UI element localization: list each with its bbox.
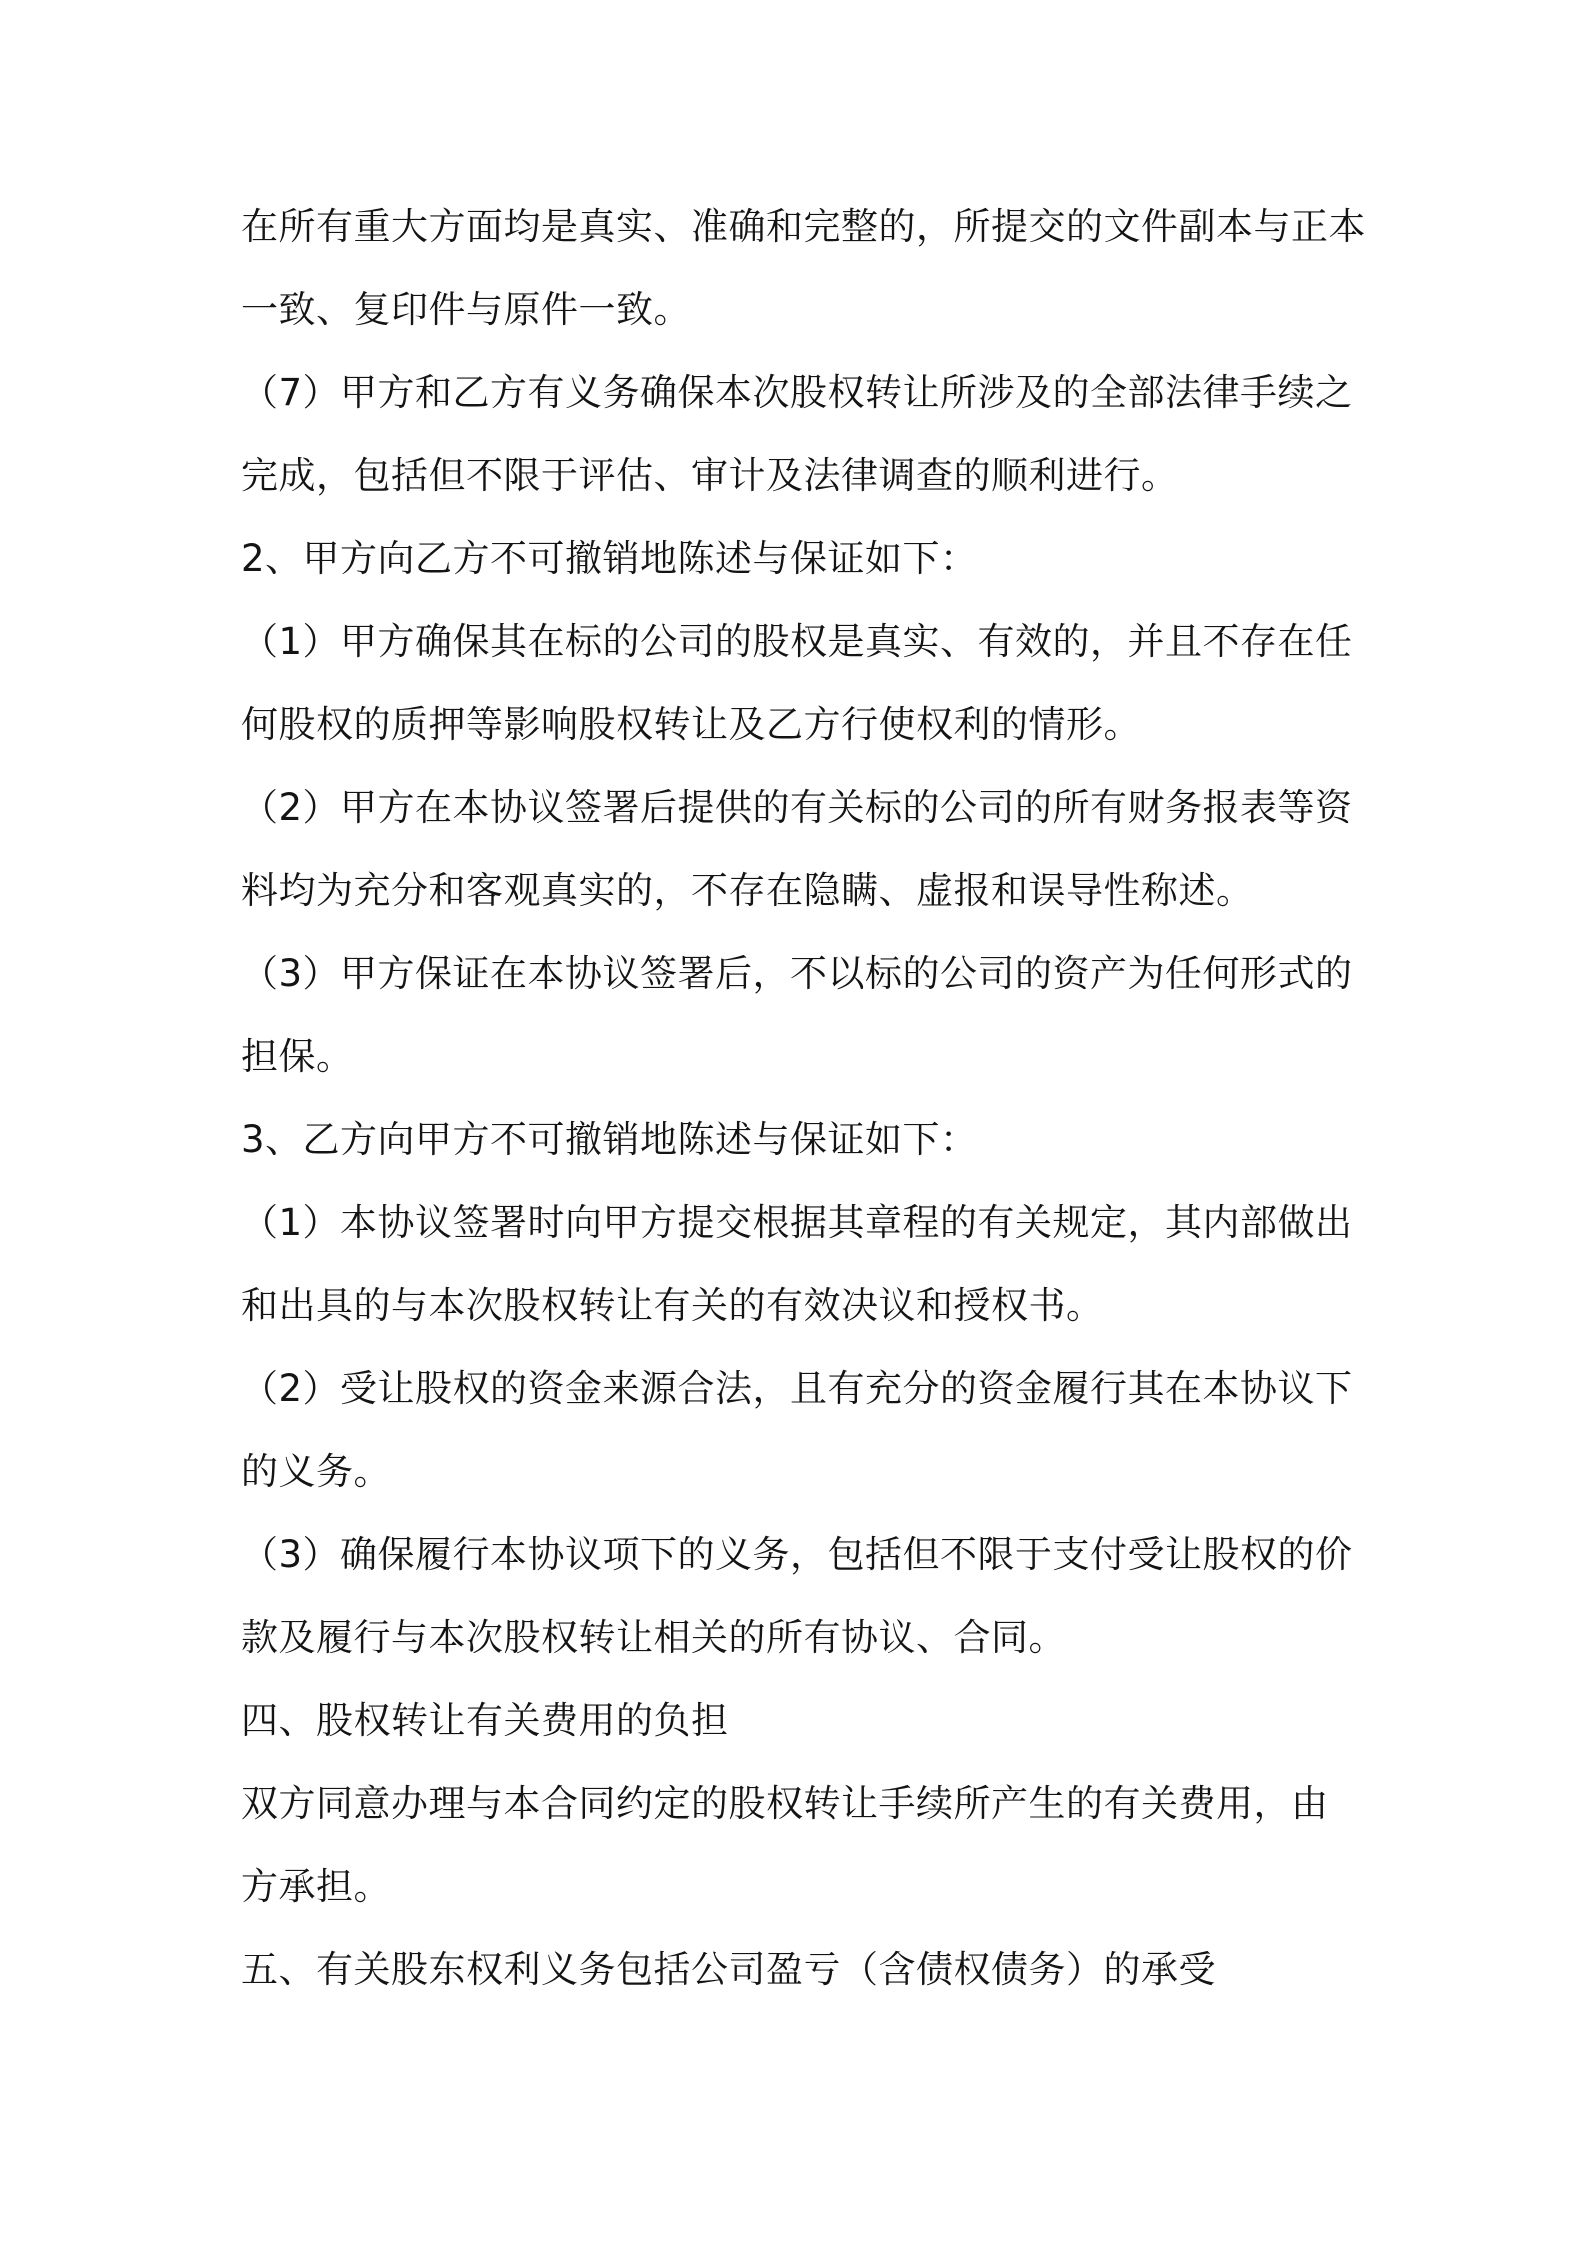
text-line: （7）甲方和乙方有义务确保本次股权转让所涉及的全部法律手续之 — [241, 371, 1353, 414]
section-heading: 五、有关股东权利义务包括公司盈亏（含债权债务）的承受 — [241, 1948, 1216, 1991]
text-line: 完成，包括但不限于评估、审计及法律调查的顺利进行。 — [241, 454, 1179, 497]
text-line: 在所有重大方面均是真实、准确和完整的，所提交的文件副本与正本 — [241, 205, 1366, 248]
text-line: 双方同意办理与本合同约定的股权转让手续所产生的有关费用，由 — [241, 1782, 1329, 1825]
text-line: （3）确保履行本协议项下的义务，包括但不限于支付受让股权的价 — [241, 1533, 1353, 1576]
section-heading: 四、股权转让有关费用的负担 — [241, 1699, 729, 1742]
text-line: （1）本协议签署时向甲方提交根据其章程的有关规定，其内部做出 — [241, 1201, 1353, 1244]
text-line: （3）甲方保证在本协议签署后，不以标的公司的资产为任何形式的 — [241, 952, 1353, 995]
section-heading: 2、甲方向乙方不可撤销地陈述与保证如下： — [241, 537, 978, 580]
text-line: 一致、复印件与原件一致。 — [241, 288, 691, 331]
text-line: 款及履行与本次股权转让相关的所有协议、合同。 — [241, 1616, 1066, 1659]
text-line: 的义务。 — [241, 1450, 391, 1493]
text-line: （1）甲方确保其在标的公司的股权是真实、有效的，并且不存在任 — [241, 620, 1353, 663]
text-line: 何股权的质押等影响股权转让及乙方行使权利的情形。 — [241, 703, 1141, 746]
text-line: 方承担。 — [241, 1865, 391, 1908]
text-line: 和出具的与本次股权转让有关的有效决议和授权书。 — [241, 1284, 1104, 1327]
text-line: （2）甲方在本协议签署后提供的有关标的公司的所有财务报表等资 — [241, 786, 1353, 829]
text-line: （2）受让股权的资金来源合法，且有充分的资金履行其在本协议下 — [241, 1367, 1353, 1410]
section-heading: 3、乙方向甲方不可撤销地陈述与保证如下： — [241, 1118, 978, 1161]
text-line: 担保。 — [241, 1035, 354, 1078]
text-line: 料均为充分和客观真实的，不存在隐瞒、虚报和误导性称述。 — [241, 869, 1254, 912]
